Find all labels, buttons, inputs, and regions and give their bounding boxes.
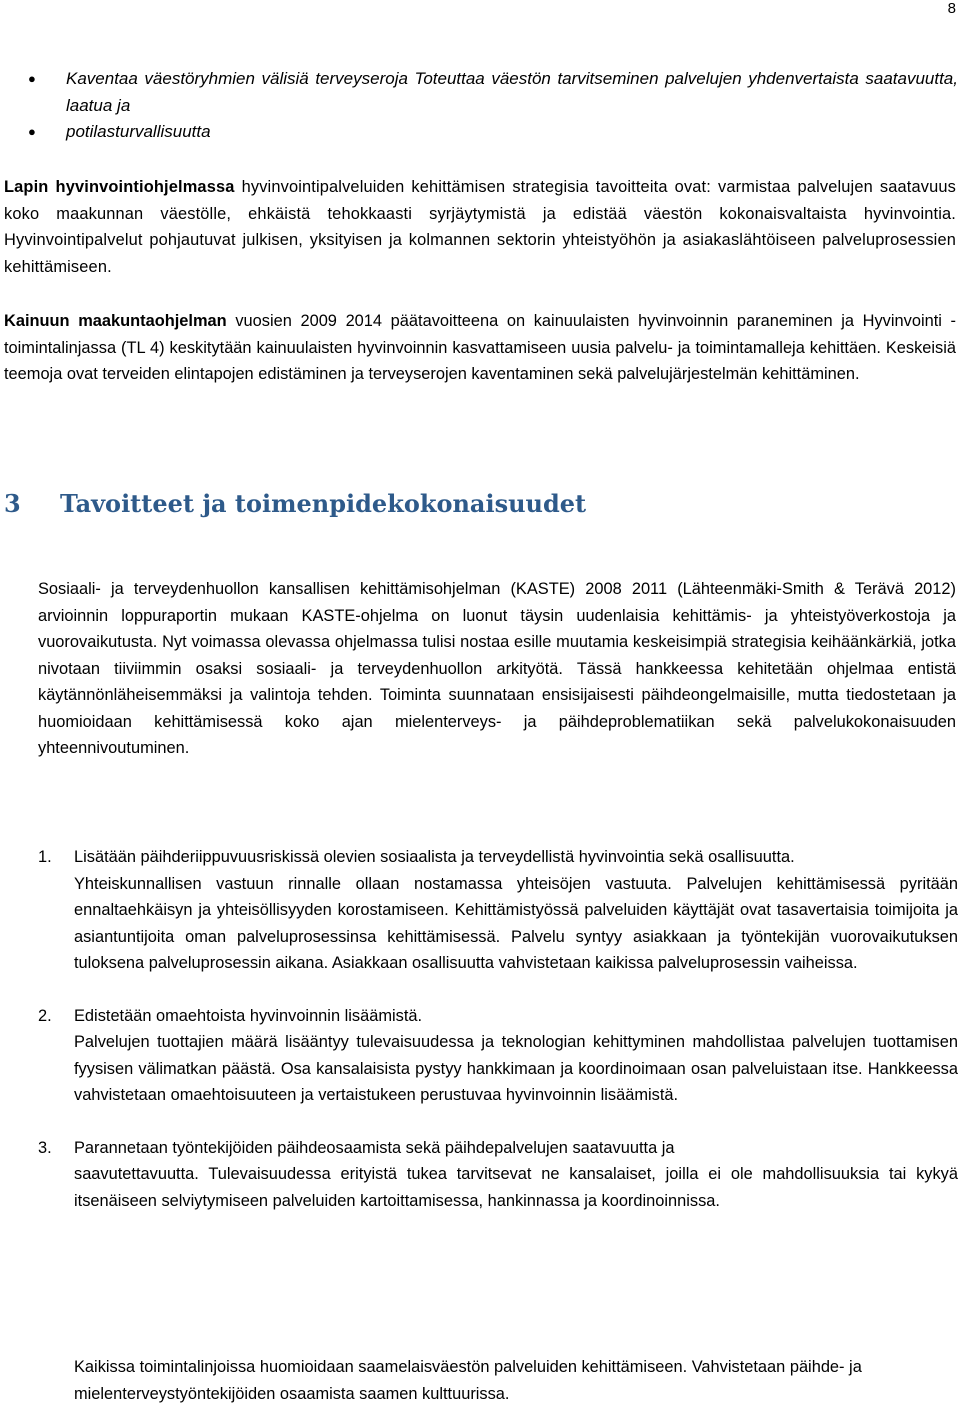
lapin-paragraph	[4, 174, 956, 280]
list-item-text: saavutettavuutta. Tulevaisuudessa erityistä tukea tarvitsevat ne kansalaiset, joilla ei ole mahdollisuuksia tai kykyä itsenäiseen selviytymiseen palveluiden kartoittamisessa, hankinnassa ja koordinoinnissa.	[74, 1165, 958, 1210]
list-item-text: Palvelujen tuottajien määrä lisääntyy tulevaisuudessa ja teknologian kehittyminen mahdollistaa palvelujen tuottamisen fyysisen välimatkan päästä. Osa kansalaisista pystyy hankkimaan ja koordinoimaan osan palveluistaan itse. Hankkeessa vahvistetaan omaehtoisuuteen ja vertaistukeen perustuvaa hyvinvoinnin lisäämistä.	[74, 1033, 958, 1104]
list-body	[74, 844, 958, 977]
lapin-text: hyvinvointipalveluiden kehittämisen strategisia tavoitteita ovat: varmistaa palvelujen saatavuus koko maakunnan väestölle, ehkäistä tehokkaasti syrjäytymistä ja edistää väestön kokonaisvaltaista hyvinvointia. Hyvinvointipalvelut pohjautuvat julkisen, yksityisen ja kolmannen sektorin yhteistyöhön ja asiakaslähtöiseen palveluprosessien kehittämiseen.	[4, 178, 957, 276]
bullet-item	[28, 119, 958, 146]
section-number: 3	[4, 489, 21, 518]
list-item-text: Yhteiskunnallisen vastuun rinnalle ollaan nostamassa yhteisöjen vastuuta. Palvelujen kehittämisessä pyritään ennaltaehkäisyn ja yhteisöllisyyden korostamiseen. Kehittämistyössä palveluiden käyttäjät ovat tasavertaisia toimijoita ja asiantuntijoita oman palveluprosessinsa kehittämisessä. Palvelu syntyy asiakkaan ja työntekijän vuorovaikutuksen tuloksena palveluprosessin aikana. Asiakkaan osallisuutta vahvistetaan kaikissa palveluprosessin vaiheissa.	[74, 874, 958, 972]
list-number: 1.	[38, 848, 52, 866]
bullet-item	[28, 66, 958, 119]
numbered-list	[38, 844, 958, 1240]
list-item	[38, 844, 958, 977]
bullet-dot-icon: ●	[28, 71, 36, 86]
list-item-lead: Lisätään päihderiippuvuusriskissä olevien sosiaalista ja terveydellistä hyvinvointia sekä osallisuutta.	[74, 848, 795, 866]
lapin-bold-lead: Lapin hyvinvointiohjelmassa	[4, 178, 235, 196]
kainuu-bold-lead: Kainuun maakuntaohjelman	[4, 312, 227, 330]
list-item	[38, 1135, 958, 1215]
bullet-text: Kaventaa väestöryhmien välisiä terveyseroja Toteuttaa väestön tarvitseminen palvelujen yhdenvertaista saatavuutta, laatua ja	[66, 69, 958, 115]
bullet-dot-icon: ●	[28, 124, 36, 139]
list-number: 3.	[38, 1138, 52, 1157]
section-title: Tavoitteet ja toimenpidekokonaisuudet	[60, 489, 587, 518]
page-number: 8	[947, 0, 956, 17]
list-item-lead: Edistetään omaehtoista hyvinvoinnin lisäämistä.	[74, 1006, 423, 1025]
closing-paragraph: Kaikissa toimintalinjoissa huomioidaan saamelaisväestön palveluiden kehittämiseen. Vahvistetaan päihde- ja mielenterveystyöntekijöiden osaamista saamen kulttuurissa.	[74, 1358, 862, 1403]
section-heading	[4, 484, 944, 524]
list-number: 2.	[38, 1006, 52, 1025]
list-body	[74, 1135, 958, 1215]
bullet-text: potilasturvallisuutta	[66, 122, 211, 141]
section-intro-paragraph: Sosiaali- ja terveydenhuollon kansallisen kehittämisohjelman (KASTE) 2008 2011 (Lähteenmäki-Smith & Terävä 2012) arvioinnin loppuraportin mukaan KASTE-ohjelma on luonut täysin uudenlaisia kehittämis- ja yhteistyöverkostoja ja vuorovaikutusta. Nyt voimassa olevassa ohjelmassa tulisi nostaa esille muutamia keskeisimpiä strategisia keihäänkärkiä, jotka nivotaan tiiviimmin osaksi sosiaali- ja terveydenhuollon arkityötä. Tässä hankkeessa kehitetään ohjelmaa entistä käytännönläheisemmäksi ja valintoja tehden. Toiminta suunnataan ensisijaisesti päihdeongelmaisille, mutta tiedostetaan ja huomioidaan kehittämisessä koko ajan mielenterveys- ja päihdeproblematiikan sekä palvelukokonaisuuden yhteennivoutuminen.	[38, 580, 956, 757]
list-item	[38, 1003, 958, 1109]
list-body	[74, 1003, 958, 1109]
bullet-list	[28, 66, 958, 146]
kainuu-paragraph	[4, 308, 956, 388]
kainuu-text: vuosien 2009 2014 päätavoitteena on kainuulaisten hyvinvoinnin paraneminen ja Hyvinvointi -toimintalinjassa (TL 4) keskitytään kainuulaisten hyvinvoinnin kasvattamiseen uusia palvelu- ja toimintamalleja kehittäen. Keskeisiä teemoja ovat terveiden elintapojen edistäminen ja terveyserojen kaventaminen sekä palvelujärjestelmän kehittäminen.	[4, 312, 956, 383]
list-item-lead: Parannetaan työntekijöiden päihdeosaamista sekä päihdepalvelujen saatavuutta ja	[74, 1138, 675, 1157]
